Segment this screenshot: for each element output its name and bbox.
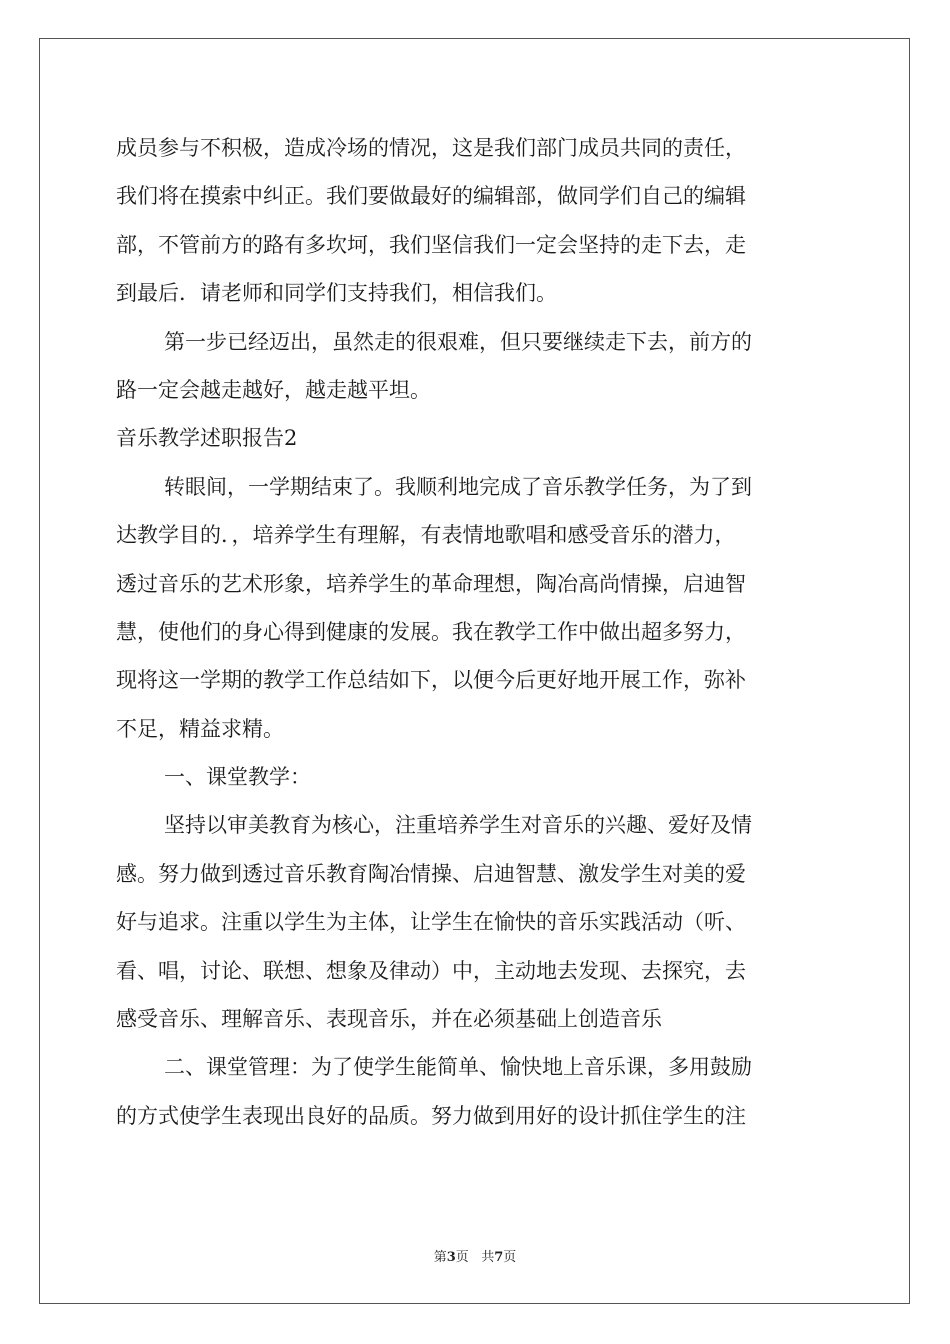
text-line: 到最后．请老师和同学们支持我们，相信我们。 [116,281,557,306]
current-page-number: 3 [446,1250,456,1265]
text-line: 部，不管前方的路有多坎坷，我们坚信我们一定会坚持的走下去，走 [116,232,746,257]
text-line: 达教学目的．，培养学生有理解，有表情地歌唱和感受音乐的潜力， [116,523,736,548]
text-line: 感受音乐、理解音乐、表现音乐，并在必须基础上创造音乐 [116,1007,662,1032]
footer-page-suffix: 页 [455,1250,469,1265]
text-line: 好与追求。注重以学生为主体，让学生在愉快的音乐实践活动（听、 [116,910,746,935]
subheading: 一、课堂教学： [164,765,311,790]
text-line: 路一定会越走越好，越走越平坦。 [116,377,431,402]
total-page-number: 7 [494,1250,504,1265]
paragraph-start: 第一步已经迈出，虽然走的很艰难，但只要继续走下去，前方的 [164,329,752,354]
text-line: 不足，精益求精。 [116,716,284,741]
paragraph-start: 坚持以审美教育为核心，注重培养学生对音乐的兴趣、爱好及情 [164,813,752,838]
text-line: 的方式使学生表现出良好的品质。努力做到用好的设计抓住学生的注 [116,1103,746,1128]
text-line: 透过音乐的艺术形象，培养学生的革命理想，陶冶高尚情操，启迪智 [116,571,746,596]
footer-total-suffix: 页 [503,1250,517,1265]
page-footer [0,1246,950,1265]
section-heading: 音乐教学述职报告2 [116,426,298,451]
text-line: 慧，使他们的身心得到健康的发展。我在教学工作中做出超多努力， [116,619,746,644]
text-line: 看、唱，讨论、联想、想象及律动）中，主动地去发现、去探究，去 [116,958,746,983]
footer-prefix: 第 [433,1250,447,1265]
text-line: 我们将在摸索中纠正。我们要做最好的编辑部，做同学们自己的编辑 [116,184,746,209]
document-body [116,124,836,1140]
paragraph-start: 转眼间，一学期结束了。我顺利地完成了音乐教学任务，为了到 [164,474,752,499]
text-line: 成员参与不积极，造成冷场的情况，这是我们部门成员共同的责任， [116,136,746,160]
footer-total-prefix: 共 [481,1250,495,1265]
text-line: 现将这一学期的教学工作总结如下，以便今后更好地开展工作，弥补 [116,668,746,693]
paragraph-start: 二、课堂管理：为了使学生能简单、愉快地上音乐课，多用鼓励 [164,1055,752,1080]
text-line: 感。努力做到透过音乐教育陶冶情操、启迪智慧、激发学生对美的爱 [116,861,746,886]
